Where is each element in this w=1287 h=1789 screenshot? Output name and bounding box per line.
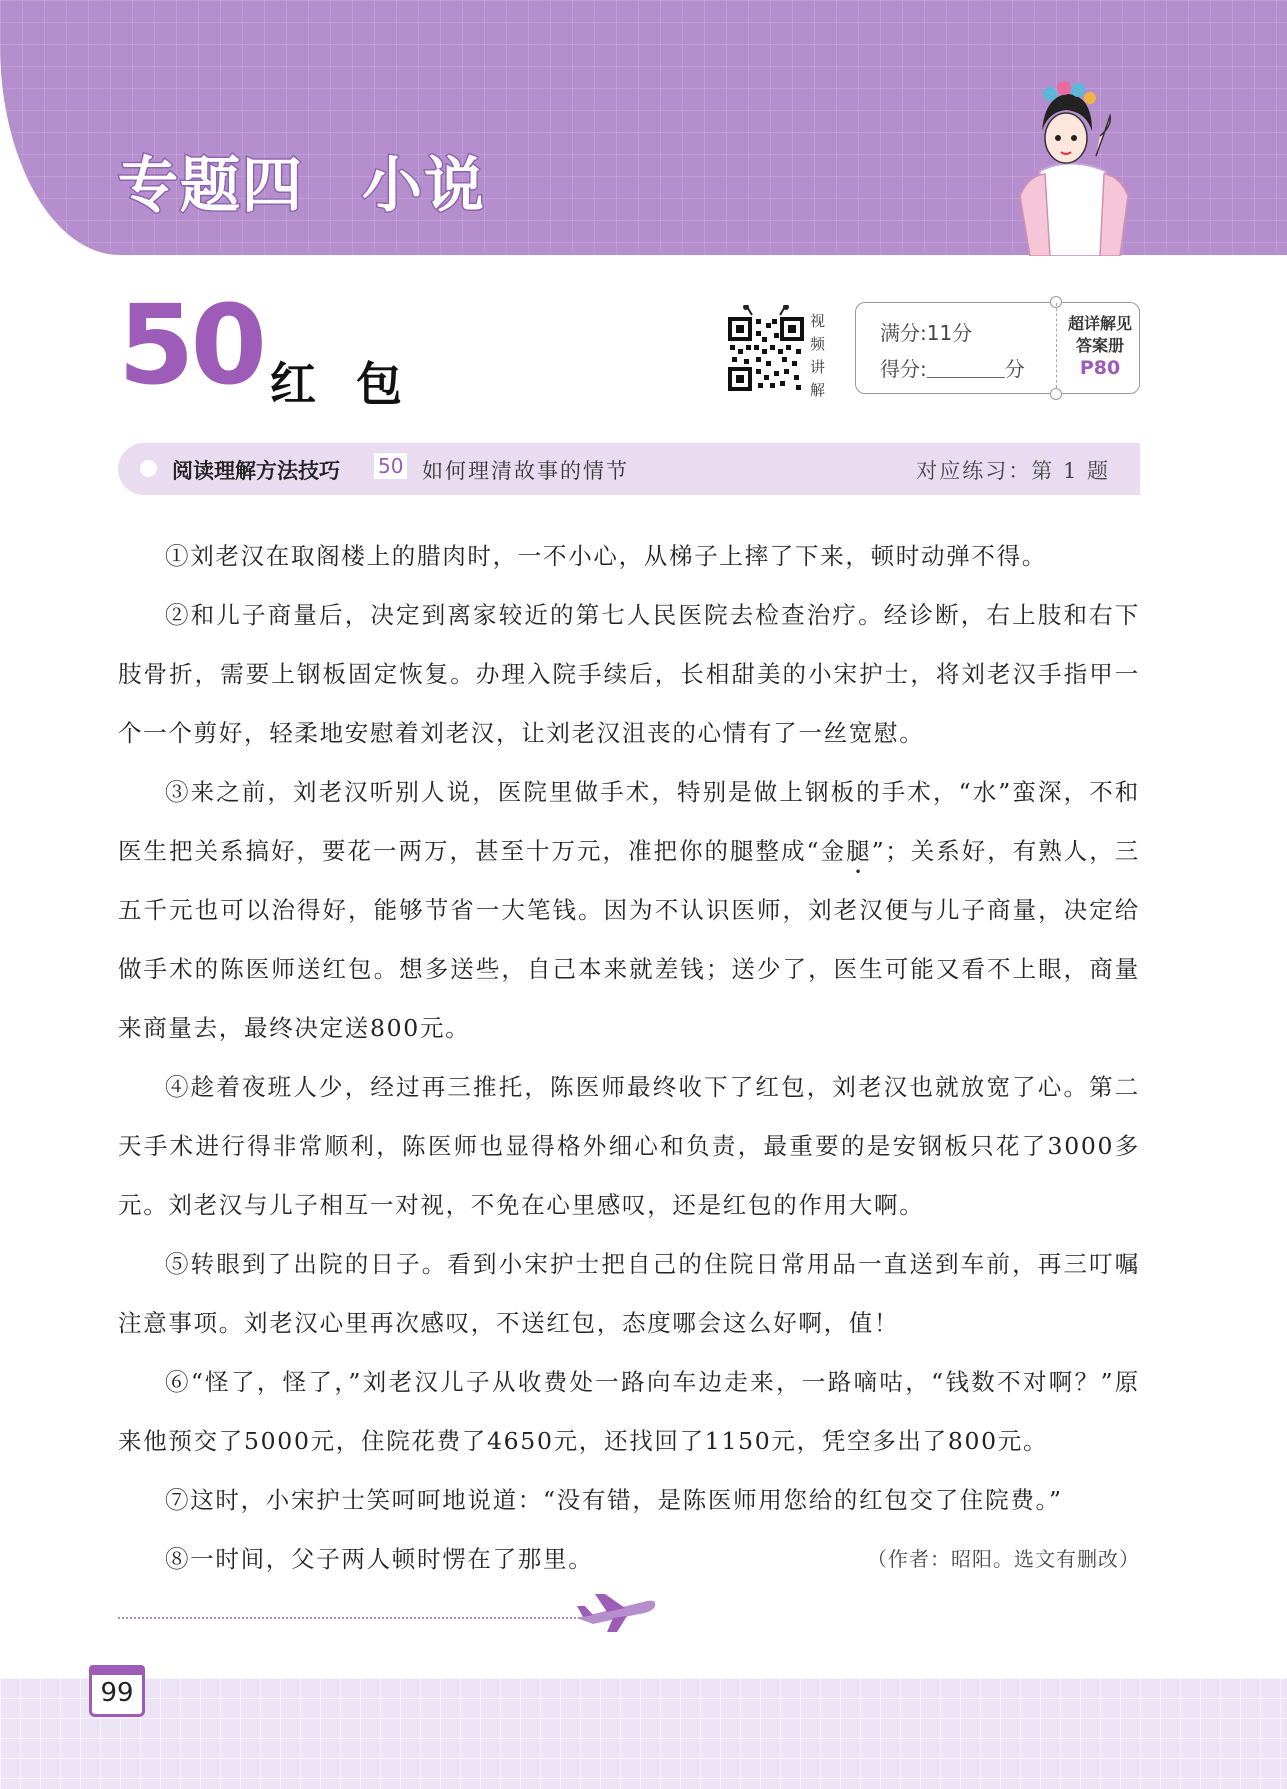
score-unit: 分: [1004, 357, 1025, 381]
lesson-number: 50: [118, 281, 264, 409]
full-score-label: 满分:11分: [880, 321, 973, 345]
page-number: 99: [100, 1678, 134, 1708]
method-tip-bar: [118, 443, 1140, 495]
page-footer: [0, 1678, 1287, 1789]
source-attribution: （作者：昭阳。选文有删改）: [867, 1547, 1140, 1571]
chapter-section: 专题四: [118, 151, 304, 221]
score-divider: [1056, 303, 1057, 393]
paragraph-8: [118, 1530, 1140, 1589]
score-blank-field[interactable]: [927, 357, 1005, 378]
emphasized-word: 腿: [846, 837, 872, 865]
answer-reference: [1062, 313, 1138, 379]
method-topic: 如何理清故事的情节: [422, 459, 629, 483]
article-body: [118, 527, 1140, 1589]
paragraph-3-part-a: ③来之前，刘老汉听别人说，医院里做手术，特别是做上钢板的手术，“水”蛮深，不和医生把关系搞好，要花一两万，甚至十万元，准把你的腿整成“金: [118, 778, 1140, 865]
score-label: 得分:: [880, 357, 927, 381]
bullet-dot-icon: [140, 460, 157, 477]
paragraph-7: ⑦这时，小宋护士笑呵呵地说道：“没有错，是陈医师用您给的红包交了住院费。”: [165, 1486, 1063, 1514]
paragraph-3-part-b: ”；关系好，有熟人，三五千元也可以治得好，能够节省一大笔钱。因为不认识医师，刘老汉便与儿子商量，决定给做手术的陈医师送红包。想多送些，自己本来就差钱；送少了，医生可能又看不上眼，商量来商量去，最终决定送800元。: [118, 837, 1141, 1042]
lesson-title: 红包: [270, 357, 442, 411]
page-number-badge: [89, 1665, 145, 1717]
paragraph-6: ⑥“怪了，怪了，”刘老汉儿子从收费处一路向车边走来，一路嘀咕，“钱数不对啊？”原来他预交了5000元，住院花费了4650元，还找回了1150元，凭空多出了800元。: [118, 1368, 1140, 1455]
answer-ref-line1: 超详解见: [1067, 314, 1132, 333]
paragraph-4: ④趁着夜班人少，经过再三推托，陈医师最终收下了红包，刘老汉也就放宽了心。第二天手术进行得非常顺利，陈医师也显得格外细心和负责，最重要的是安钢板只花了3000多元。刘老汉与儿子相互一对视，不免在心里感叹，还是红包的作用大啊。: [118, 1073, 1140, 1219]
dotted-divider: [118, 1617, 588, 1619]
score-info: [880, 315, 1025, 387]
score-box: [855, 302, 1140, 394]
paragraph-3: [118, 763, 1140, 1058]
qr-code-icon[interactable]: [726, 305, 806, 393]
paragraph-5: ⑤转眼到了出院的日子。看到小宋护士把自己的住院日常用品一直送到车前，再三叮嘱注意事项。刘老汉心里再次感叹，不送红包，态度哪会这么好啊，值！: [118, 1250, 1140, 1337]
qr-video-label: 视频讲解: [810, 312, 826, 399]
chapter-title: [118, 138, 486, 224]
paragraph-2: ②和儿子商量后，决定到离家较近的第七人民医院去检查治疗。经诊断，右上肢和右下肢骨折，需要上钢板固定恢复。办理入院手续后，长相甜美的小宋护士，将刘老汉手指甲一个一个剪好，轻柔地安慰着刘老汉，让刘老汉沮丧的心情有了一丝宽慰。: [118, 601, 1140, 747]
chapter-header: [0, 0, 1287, 255]
answer-ref-line2: 答案册: [1075, 336, 1124, 355]
airplane-icon: [573, 1588, 659, 1632]
paragraph-8-text: ⑧一时间，父子两人顿时愣在了那里。: [165, 1545, 594, 1573]
answer-page: P80: [1079, 357, 1121, 379]
opera-character-illustration: [1000, 76, 1140, 256]
paragraph-1: ①刘老汉在取阁楼上的腊肉时，一不小心，从梯子上摔了下来，顿时动弹不得。: [165, 542, 1047, 570]
chapter-category: 小说: [362, 151, 486, 221]
method-number: 50: [374, 453, 407, 479]
method-practice-ref: 对应练习：第 1 题: [916, 459, 1110, 483]
method-label: 阅读理解方法技巧: [172, 459, 340, 483]
